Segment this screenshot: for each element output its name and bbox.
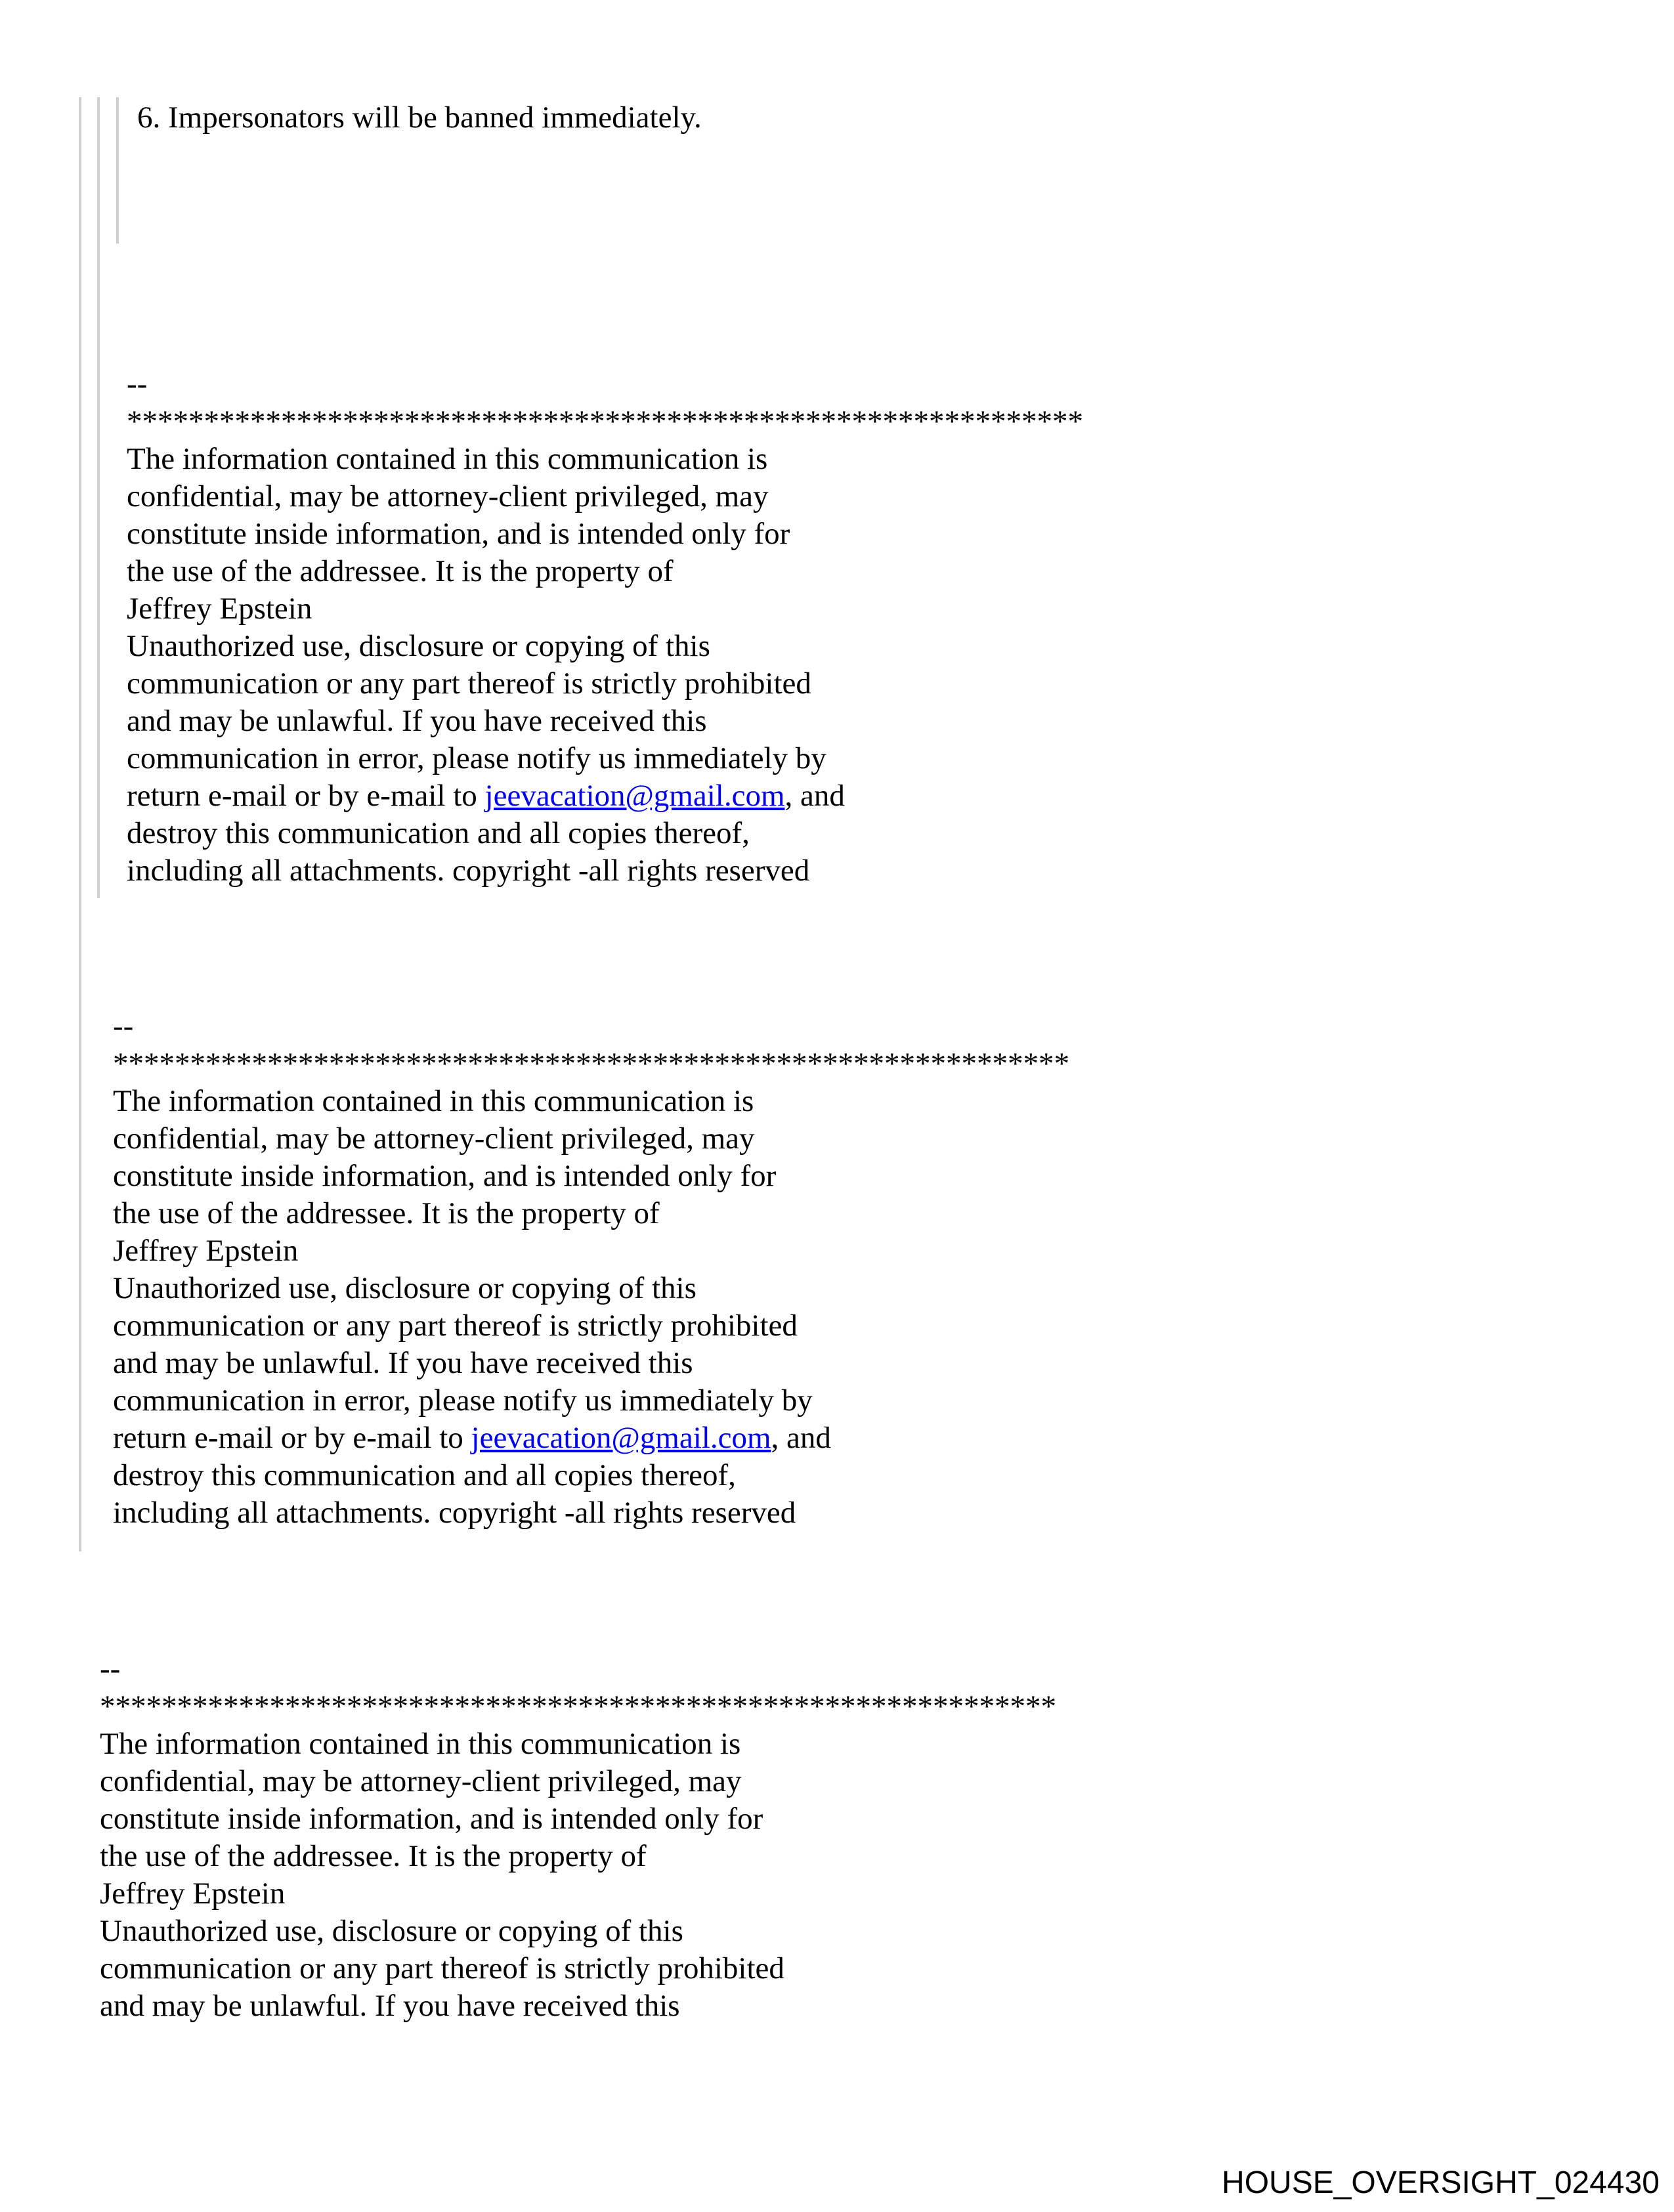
signature-block-3 <box>100 1651 1056 2025</box>
signature-line <box>127 703 1083 740</box>
signature-line <box>100 1838 1056 1875</box>
signature-text: constitute inside information, and is intended only for <box>127 517 790 551</box>
bates-number: HOUSE_OVERSIGHT_024430 <box>1222 2165 1660 2200</box>
signature-line <box>127 441 1083 478</box>
signature-line <box>100 1800 1056 1838</box>
signature-text: Unauthorized use, disclosure or copying of this <box>100 1914 683 1948</box>
signature-text: -- <box>113 1009 134 1043</box>
signature-text: and may be unlawful. If you have received this <box>113 1346 693 1380</box>
signature-text: , and <box>771 1421 831 1455</box>
signature-line <box>100 1763 1056 1800</box>
signature-line <box>127 628 1083 665</box>
signature-text: -- <box>100 1652 121 1686</box>
signature-text: the use of the addressee. It is the property of <box>113 1196 660 1230</box>
signature-line <box>113 1345 1069 1382</box>
signature-text: Jeffrey Epstein <box>127 592 312 626</box>
email-link[interactable]: jeevacation@gmail.com <box>471 1421 771 1455</box>
quote-level-2-bar <box>97 97 100 898</box>
signature-line <box>100 1875 1056 1913</box>
signature-line <box>113 1494 1069 1532</box>
signature-line <box>127 590 1083 628</box>
signature-text: confidential, may be attorney-client privileged, may <box>127 479 769 513</box>
signature-line <box>127 815 1083 852</box>
signature-line <box>113 1382 1069 1420</box>
signature-line <box>127 852 1083 890</box>
signature-line <box>113 1457 1069 1494</box>
signature-text: Jeffrey Epstein <box>113 1234 299 1268</box>
signature-text: Unauthorized use, disclosure or copying of this <box>127 629 710 663</box>
signature-text: Unauthorized use, disclosure or copying of this <box>113 1271 697 1305</box>
quote-level-1-bar <box>79 97 81 1551</box>
signature-text: ************************************************************** <box>113 1047 1069 1081</box>
signature-text: return e-mail or by e-mail to <box>127 779 485 813</box>
signature-text: constitute inside information, and is intended only for <box>113 1159 777 1193</box>
signature-text: Jeffrey Epstein <box>100 1876 286 1911</box>
signature-line <box>100 1950 1056 1987</box>
signature-text: and may be unlawful. If you have received this <box>100 1989 680 2023</box>
signature-line <box>100 1913 1056 1950</box>
signature-line <box>113 1195 1069 1232</box>
signature-line <box>100 1725 1056 1763</box>
signature-text: destroy this communication and all copies thereof, <box>113 1458 736 1492</box>
quoted-rule-text: 6. Impersonators will be banned immediately. <box>137 100 702 135</box>
signature-line <box>127 740 1083 777</box>
signature-line <box>100 1651 1056 1688</box>
signature-line <box>127 366 1083 403</box>
signature-text: ************************************************************** <box>100 1689 1056 1724</box>
signature-text: communication or any part thereof is strictly prohibited <box>100 1951 784 1985</box>
quote-level-3-bar <box>116 97 119 244</box>
signature-text: ************************************************************** <box>127 404 1083 439</box>
signature-line <box>127 553 1083 590</box>
signature-line <box>113 1270 1069 1307</box>
signature-text: communication in error, please notify us immediately by <box>113 1383 813 1418</box>
signature-text: the use of the addressee. It is the property of <box>100 1839 647 1873</box>
signature-text: The information contained in this communication is <box>113 1084 754 1118</box>
signature-line <box>127 478 1083 515</box>
signature-block-2 <box>113 1008 1069 1532</box>
signature-line <box>100 1987 1056 2025</box>
signature-text: -- <box>127 367 148 401</box>
signature-text: The information contained in this communication is <box>127 442 768 476</box>
signature-line <box>100 1688 1056 1725</box>
signature-text: the use of the addressee. It is the property of <box>127 554 674 588</box>
signature-block-1 <box>127 366 1083 890</box>
signature-line <box>127 515 1083 553</box>
signature-text: communication in error, please notify us immediately by <box>127 741 826 775</box>
signature-text: including all attachments. copyright -all rights reserved <box>113 1496 796 1530</box>
signature-line <box>113 1158 1069 1195</box>
signature-text: confidential, may be attorney-client privileged, may <box>113 1121 755 1156</box>
signature-line <box>113 1045 1069 1083</box>
signature-line <box>127 403 1083 441</box>
signature-text: including all attachments. copyright -all rights reserved <box>127 854 810 888</box>
email-link[interactable]: jeevacation@gmail.com <box>484 779 785 813</box>
signature-line <box>113 1232 1069 1270</box>
signature-line <box>113 1120 1069 1158</box>
signature-text: communication or any part thereof is strictly prohibited <box>127 666 811 701</box>
signature-text: , and <box>784 779 845 813</box>
signature-line <box>127 777 1083 815</box>
signature-line <box>113 1083 1069 1120</box>
signature-line <box>113 1420 1069 1457</box>
signature-text: communication or any part thereof is strictly prohibited <box>113 1309 798 1343</box>
signature-text: The information contained in this communication is <box>100 1727 741 1761</box>
signature-line <box>113 1307 1069 1345</box>
signature-text: return e-mail or by e-mail to <box>113 1421 471 1455</box>
signature-text: and may be unlawful. If you have received this <box>127 704 707 738</box>
signature-text: confidential, may be attorney-client privileged, may <box>100 1764 742 1798</box>
signature-line <box>113 1008 1069 1045</box>
signature-line <box>127 665 1083 703</box>
signature-text: constitute inside information, and is intended only for <box>100 1802 763 1836</box>
signature-text: destroy this communication and all copies thereof, <box>127 816 750 850</box>
